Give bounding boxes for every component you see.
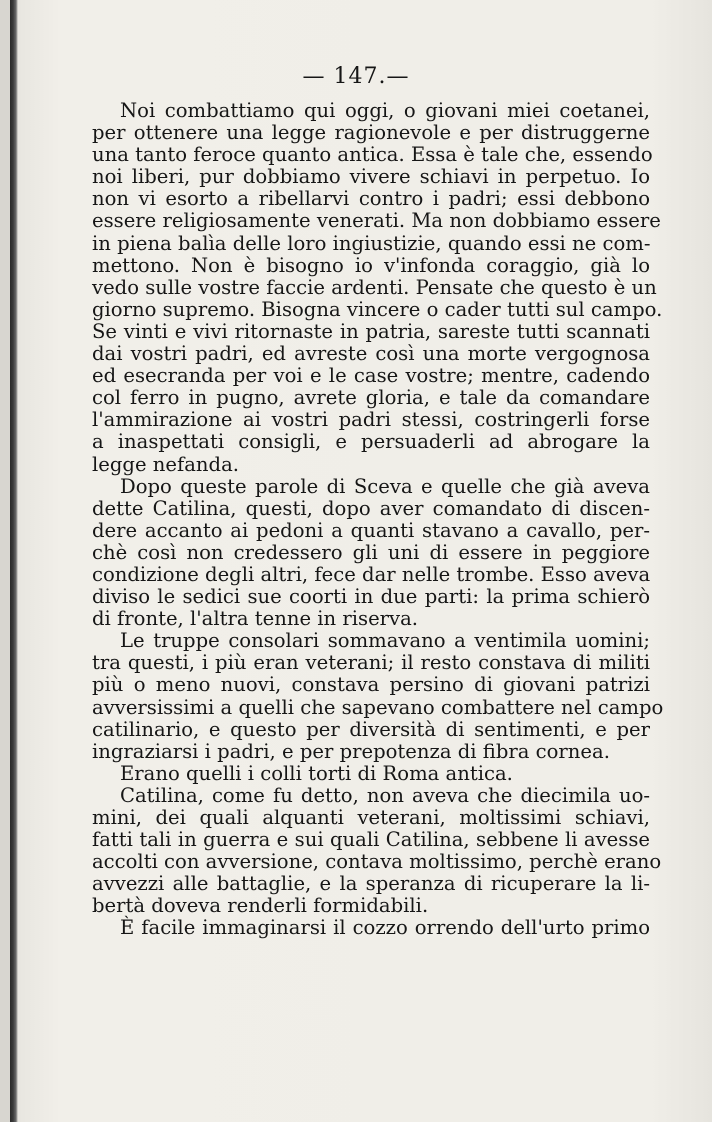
text-line: Dopo queste parole di Sceva e quelle che già aveva	[120, 474, 650, 498]
text-line: diviso le sedici sue coorti in due parti: la prima schierò	[92, 585, 650, 609]
text-line: l'ammirazione ai vostri padri stessi, costringerli forse	[92, 408, 650, 432]
text-line: dai vostri padri, ed avreste così una morte vergognosa	[92, 342, 650, 366]
text-line: mini, dei quali alquanti veterani, moltissimi schiavi,	[92, 806, 650, 829]
text-line: ed esecranda per voi e le case vostre; mentre, cadendo	[92, 364, 650, 388]
text-line: avvezzi alle battaglie, e la speranza di ricuperare la li-	[92, 872, 650, 896]
text-line: fatti tali in guerra e sui quali Catilina, sebbene li avesse	[92, 828, 650, 852]
paragraph	[92, 476, 650, 631]
text-line: di fronte, l'altra tenne in riserva.	[92, 607, 419, 631]
text-line: Erano quelli i colli torti di Roma antica.	[120, 761, 513, 785]
text-line: avversissimi a quelli che sapevano combattere nel campo	[92, 695, 664, 719]
paragraph	[92, 99, 663, 476]
text-line: È facile immaginarsi il cozzo orrendo dell'urto primo	[120, 916, 650, 940]
paragraph	[92, 629, 664, 763]
text-line: ingraziarsi i padri, e per prepotenza di fibra cornea.	[92, 739, 610, 763]
text-line: Catilina, come fu detto, non aveva che diecimila uo-	[120, 783, 650, 807]
text-line: noi liberi, pur dobbiamo vivere schiavi in perpetuo. Io	[92, 165, 650, 189]
paragraph	[92, 763, 650, 785]
text-line: legge nefanda.	[92, 452, 239, 476]
text-line: Noi combattiamo qui oggi, o giovani miei coetanei,	[120, 99, 650, 122]
page-number: — 147.—	[302, 64, 410, 89]
text-line: essere religiosamente venerati. Ma non dobbiamo essere	[92, 209, 661, 233]
text-line: Le truppe consolari sommavano a ventimila uomini;	[120, 629, 650, 653]
text-line: catilinario, e questo per diversità di sentimenti, e per	[92, 717, 650, 741]
text-line: per ottenere una legge ragionevole e per distruggerne	[92, 121, 650, 145]
binding-edge	[10, 0, 18, 1122]
text-line: più o meno nuovi, constava persino di giovani patrizi	[92, 673, 650, 697]
text-line: a inaspettati consigli, e persuaderli ad abrogare la	[92, 430, 650, 454]
text-line: dere accanto ai pedoni a quanti stavano a cavallo, per-	[92, 518, 650, 542]
text-line: una tanto feroce quanto antica. Essa è tale che, essendo	[92, 143, 653, 167]
text-line: mettono. Non è bisogno io v'infonda coraggio, già lo	[92, 253, 650, 277]
paragraph	[92, 783, 662, 918]
paragraph	[92, 917, 650, 939]
text-line: vedo sulle vostre faccie ardenti. Pensate che questo è un	[92, 275, 657, 299]
text-line: bertà doveva renderli formidabili.	[92, 894, 429, 918]
text-line: tra questi, i più eran veterani; il resto constava di militi	[92, 651, 650, 675]
text-line: condizione degli altri, fece dar nelle trombe. Esso aveva	[92, 562, 651, 586]
text-line: Se vinti e vivi ritornaste in patria, sareste tutti scannati	[92, 319, 650, 343]
text-line: col ferro in pugno, avrete gloria, e tale da comandare	[92, 386, 650, 410]
body-text	[92, 99, 664, 940]
binding-shadow	[0, 0, 10, 1122]
text-line: accolti con avversione, contava moltissimo, perchè erano	[92, 850, 662, 874]
text-line: chè così non credessero gli uni di essere in peggiore	[92, 540, 650, 564]
text-line: giorno supremo. Bisogna vincere o cader tutti sul campo.	[92, 297, 663, 321]
text-line: dette Catilina, questi, dopo aver comandato di discen-	[92, 496, 650, 520]
text-line: in piena balìa delle loro ingiustizie, quando essi ne com-	[92, 231, 651, 255]
text-line: non vi esorto a ribellarvi contro i padri; essi debbono	[92, 187, 650, 211]
